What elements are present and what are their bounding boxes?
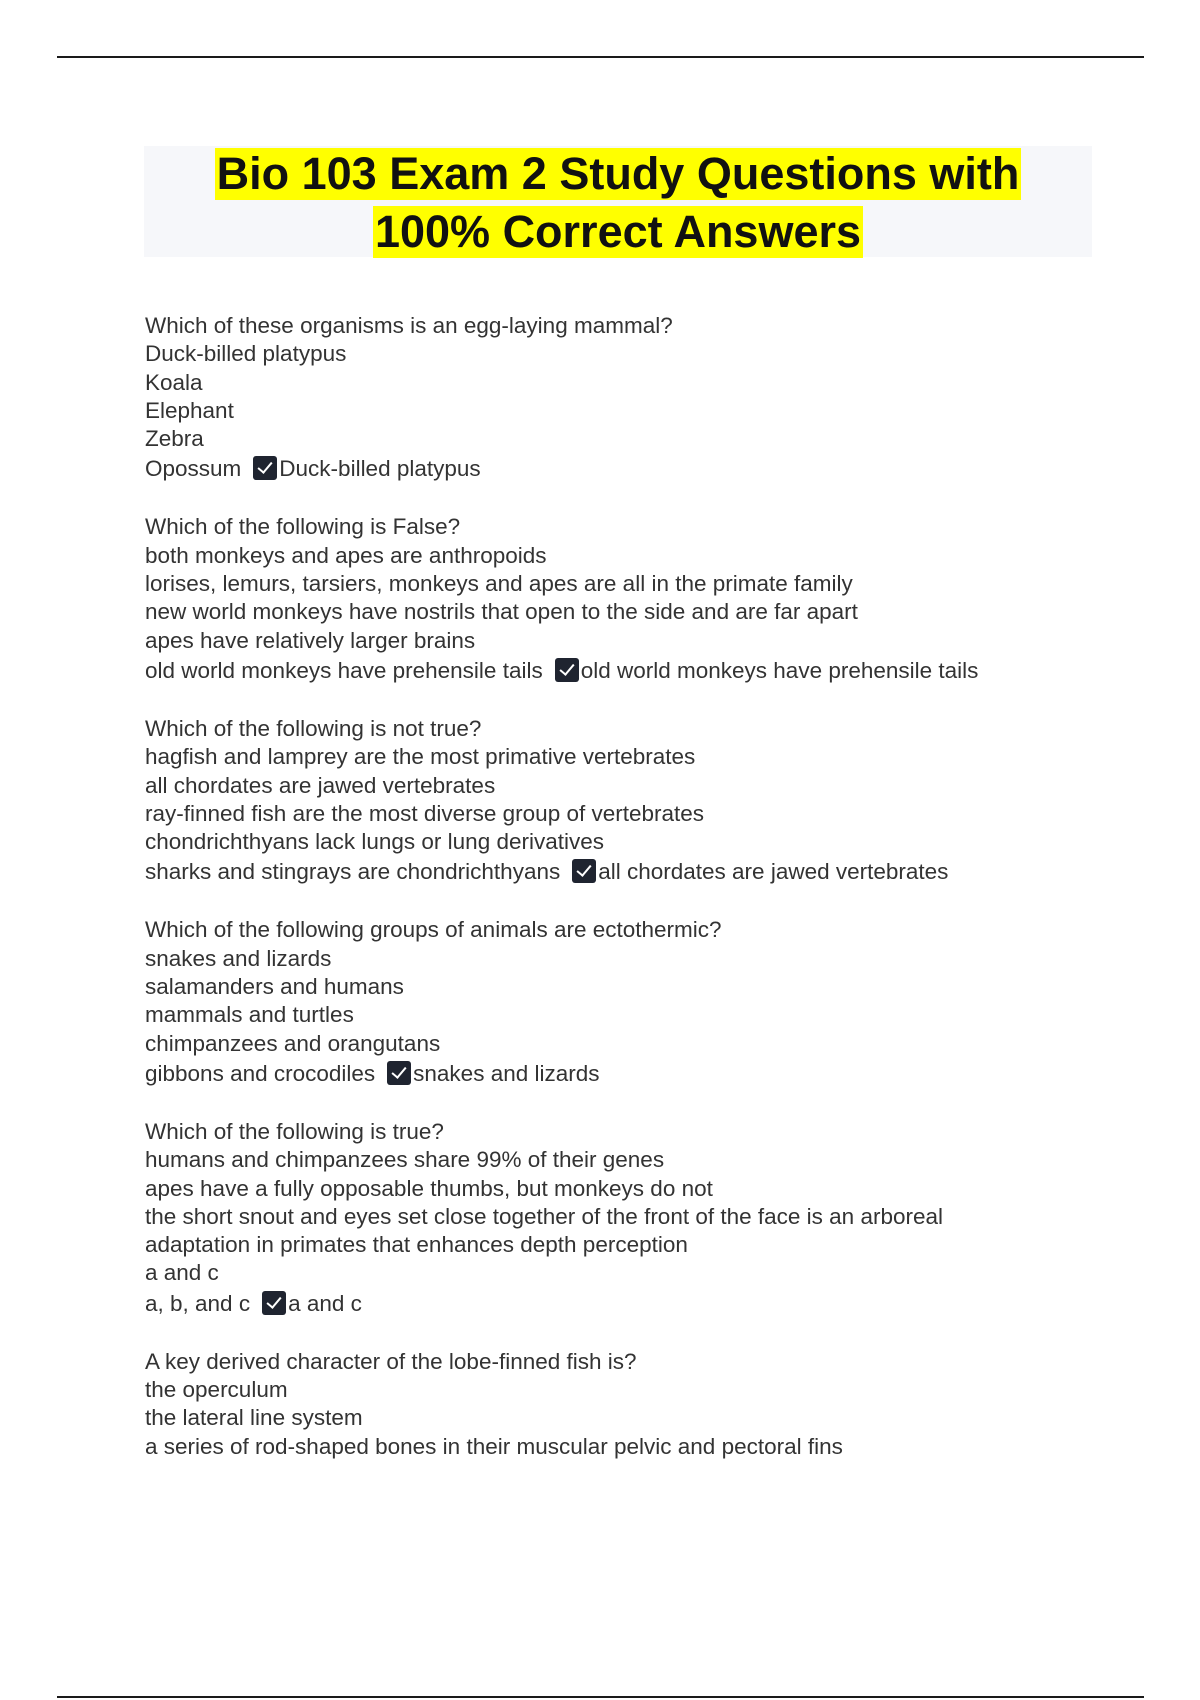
option: Zebra [145,426,204,452]
answer: snakes and lizards [413,1060,600,1086]
option: a series of rod-shaped bones in their muscular pelvic and pectoral fins [145,1433,843,1459]
question-block-5 [145,1118,1145,1320]
option-with-answer [145,1288,1145,1320]
answer: all chordates are jawed vertebrates [598,859,949,885]
checkmark-icon [555,658,579,682]
option: hagfish and lamprey are the most primative vertebrates [145,744,696,770]
option: gibbons and crocodiles [145,1060,376,1086]
option-with-answer [145,453,1145,485]
checkmark-icon [387,1061,411,1085]
question-block-4 [145,916,1145,1089]
bottom-rule [57,1696,1144,1698]
question-list [145,312,1145,1489]
option: the operculum [145,1377,288,1403]
question-block-3 [145,715,1145,888]
checkmark-icon [262,1291,286,1315]
option: all chordates are jawed vertebrates [145,772,496,798]
question-text: Which of the following is not true? [145,715,482,741]
title-line-1: Bio 103 Exam 2 Study Questions with [216,148,1020,199]
question-block-6 [145,1348,1145,1461]
question-text: Which of these organisms is an egg-laying mammal? [145,313,673,338]
option-with-answer [145,655,1145,687]
option: a, b, and c [145,1290,251,1316]
option: humans and chimpanzees share 99% of their genes [145,1147,665,1173]
option: apes have a fully opposable thumbs, but monkeys do not [145,1175,713,1201]
option: salamanders and humans [145,974,404,1000]
option: chimpanzees and orangutans [145,1030,441,1056]
option: Koala [145,369,203,395]
option: snakes and lizards [145,945,332,971]
question-block-2 [145,513,1145,686]
option: sharks and stingrays are chondrichthyans [145,859,561,885]
title-line-2: 100% Correct Answers [374,206,862,257]
option: Elephant [145,397,234,423]
option: the lateral line system [145,1405,363,1431]
option: mammals and turtles [145,1002,354,1028]
option: a and c [145,1260,219,1286]
option: the short snout and eyes set close together of the front of the face is an arboreal [145,1203,943,1229]
answer: old world monkeys have prehensile tails [580,657,979,683]
option: chondrichthyans lack lungs or lung derivatives [145,829,604,855]
option-with-answer [145,856,1145,888]
question-text: Which of the following is true? [145,1118,444,1144]
question-block-1 [145,312,1145,485]
option: lorises, lemurs, tarsiers, monkeys and apes are all in the primate family [145,571,853,597]
question-text: Which of the following is False? [145,514,461,540]
option: new world monkeys have nostrils that open to the side and are far apart [145,599,858,625]
option: apes have relatively larger brains [145,627,476,653]
question-text: Which of the following groups of animals are ectothermic? [145,917,722,943]
option-with-answer [145,1058,1145,1090]
checkmark-icon [572,859,596,883]
page-title [144,146,1092,257]
checkmark-icon [253,456,277,480]
question-text: A key derived character of the lobe-finned fish is? [145,1348,637,1374]
option: adaptation in primates that enhances depth perception [145,1232,688,1258]
option: old world monkeys have prehensile tails [145,657,543,683]
answer: Duck-billed platypus [279,456,481,482]
top-rule [57,56,1144,58]
answer: a and c [288,1290,362,1316]
option: Duck-billed platypus [145,341,347,367]
option: Opossum [145,456,242,482]
option: ray-finned fish are the most diverse group of vertebrates [145,800,705,826]
option: both monkeys and apes are anthropoids [145,542,547,568]
